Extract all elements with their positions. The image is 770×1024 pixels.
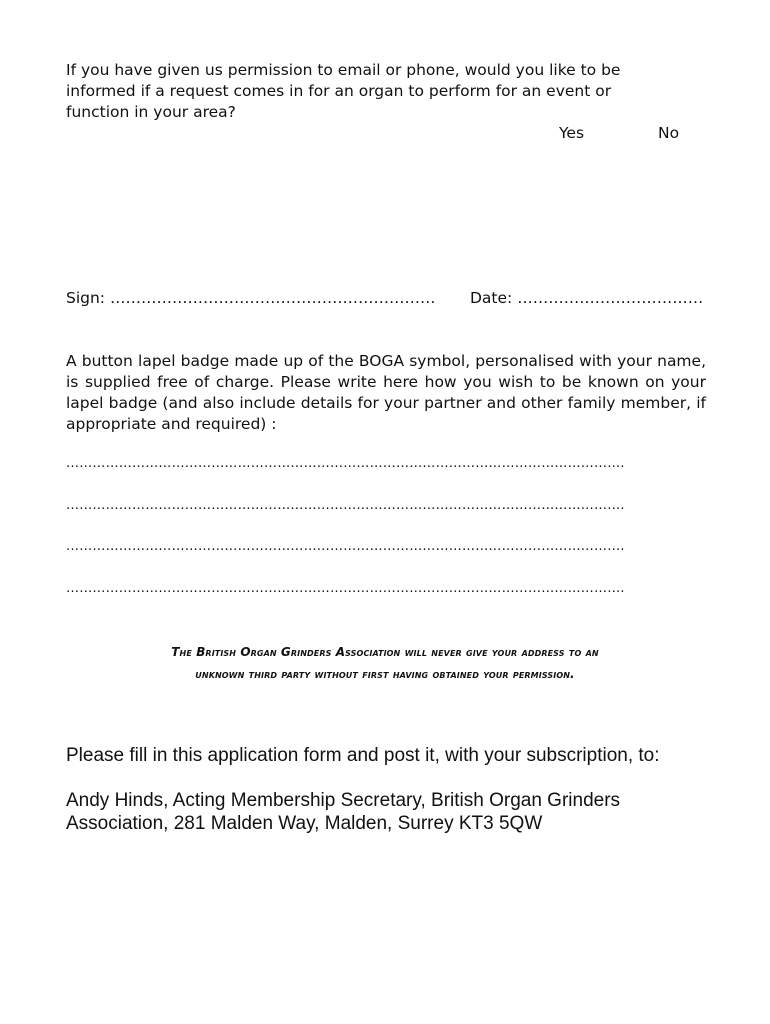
badge-name-line-3[interactable]: ………………………………………………………………………………………………………………. [66, 539, 625, 554]
date-field[interactable]: Date: ……………………………… [470, 289, 704, 307]
badge-name-line-2[interactable]: ………………………………………………………………………………………………………………. [66, 498, 625, 513]
sign-field[interactable]: Sign: ……………………………………………………… [66, 289, 436, 307]
privacy-notice-line-1: The British Organ Grinders Association will never give your address to an [171, 645, 599, 659]
yes-option[interactable]: Yes [559, 124, 585, 142]
no-option[interactable]: No [658, 124, 680, 142]
badge-name-line-1[interactable]: ………………………………………………………………………………………………………………. [66, 456, 625, 471]
privacy-notice-line-2: unknown third party without first having obtained your permission. [195, 667, 575, 681]
badge-instructions: A button lapel badge made up of the BOGA symbol, personalised with your name, is supplied free of charge. Please write here how you wish to be known on your lapel badge (and also include details for your partner and other family member, if appropriate and required) : [66, 352, 706, 433]
postal-address: Andy Hinds, Acting Membership Secretary, British Organ Grinders Association, 281 Malden Way, Malden, Surrey KT3 5QW [66, 790, 621, 834]
signature-row [66, 288, 716, 309]
posting-instructions: Please fill in this application form and post it, with your subscription, to: [66, 745, 660, 766]
privacy-notice [40, 641, 730, 685]
badge-name-line-4[interactable]: ………………………………………………………………………………………………………………. [66, 581, 625, 596]
permission-question: If you have given us permission to email or phone, would you like to be informed if a request comes in for an organ to perform for an event or function in your area? [66, 61, 621, 121]
